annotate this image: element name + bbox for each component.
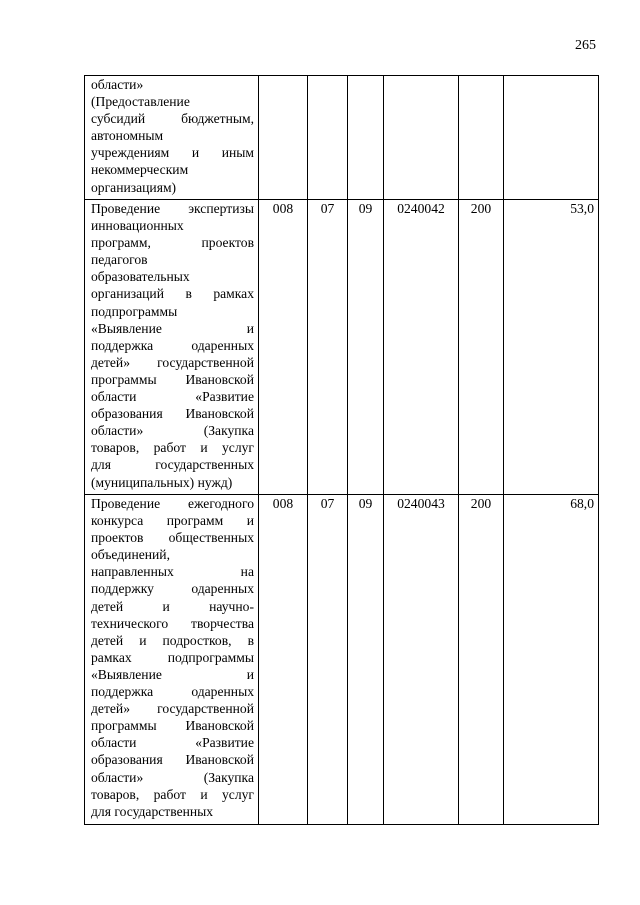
expense-name-line: поддержка одаренных xyxy=(91,684,254,700)
expense-name-line: детей и подростков, в xyxy=(91,632,254,648)
ministry-code-cell: 008 xyxy=(259,495,308,825)
expense-name-line: «Выявление и xyxy=(91,666,254,682)
expense-name-line: области «Развитие xyxy=(91,389,254,405)
expense-name-line: учреждениям и иным xyxy=(91,145,254,161)
expense-name-line: технического творчества xyxy=(91,615,254,631)
expense-name-line: программ, проектов xyxy=(91,235,254,251)
budget-table xyxy=(84,75,599,825)
expense-name-line: педагогов xyxy=(91,252,148,268)
expense-name-line: организаций в рамках xyxy=(91,286,254,302)
page-number: 265 xyxy=(575,38,596,53)
subsection-code-cell: 09 xyxy=(348,200,384,495)
expense-name-line: программы Ивановской xyxy=(91,371,254,387)
expense-name-cell xyxy=(85,76,259,200)
expense-name-line: (муниципальных) нужд) xyxy=(91,474,233,490)
amount-cell: 53,0 xyxy=(504,200,599,495)
ministry-code-cell xyxy=(259,76,308,200)
table-row xyxy=(85,200,599,495)
expense-name-line: объединений, xyxy=(91,547,170,563)
section-code-cell xyxy=(308,76,348,200)
amount-cell: 68,0 xyxy=(504,495,599,825)
amount-cell xyxy=(504,76,599,200)
expense-name-line: для государственных xyxy=(91,803,214,819)
section-code-cell: 07 xyxy=(308,495,348,825)
expense-name-line: проектов общественных xyxy=(91,530,254,546)
target-article-cell xyxy=(384,76,459,200)
expense-name-line: образования Ивановской xyxy=(91,752,254,768)
expense-name-line: детей» государственной xyxy=(91,701,254,717)
expense-name-line: (Предоставление xyxy=(91,94,190,110)
expense-name-cell xyxy=(85,495,259,825)
table-row xyxy=(85,76,599,200)
expense-name-line: товаров, работ и услуг xyxy=(91,440,254,456)
expense-name-line: рамках подпрограммы xyxy=(91,649,254,665)
expense-name-line: конкурса программ и xyxy=(91,513,254,529)
expense-name-line: некоммерческим xyxy=(91,162,189,178)
expense-type-cell: 200 xyxy=(459,200,504,495)
expense-name-line: инновационных xyxy=(91,218,184,234)
expense-name-line: организациям) xyxy=(91,179,177,195)
expense-name-line: подпрограммы xyxy=(91,303,178,319)
expense-name-line: области» xyxy=(91,77,144,92)
expense-name-line: области» (Закупка xyxy=(91,769,254,785)
subsection-code-cell: 09 xyxy=(348,495,384,825)
expense-type-cell: 200 xyxy=(459,495,504,825)
expense-name-cell xyxy=(85,200,259,495)
expense-name-line: программы Ивановской xyxy=(91,718,254,734)
expense-name-line: образовательных xyxy=(91,269,190,285)
expense-type-cell xyxy=(459,76,504,200)
target-article-cell: 0240042 xyxy=(384,200,459,495)
expense-name-line: направленных на xyxy=(91,564,254,580)
expense-name-line: Проведение ежегодного xyxy=(91,496,254,511)
expense-name-line: для государственных xyxy=(91,457,254,473)
expense-name-line: субсидий бюджетным, xyxy=(91,111,254,127)
expense-name-line: области «Развитие xyxy=(91,735,254,751)
expense-name-line: поддержка одаренных xyxy=(91,337,254,353)
expense-name-line: детей» государственной xyxy=(91,354,254,370)
expense-name-line: образования Ивановской xyxy=(91,406,254,422)
target-article-cell: 0240043 xyxy=(384,495,459,825)
expense-name-line: поддержку одаренных xyxy=(91,581,254,597)
expense-name-line: детей и научно- xyxy=(91,598,254,614)
expense-name-line: товаров, работ и услуг xyxy=(91,786,254,802)
expense-name-line: автономным xyxy=(91,128,164,144)
ministry-code-cell: 008 xyxy=(259,200,308,495)
expense-name-line: «Выявление и xyxy=(91,320,254,336)
table-row xyxy=(85,495,599,825)
expense-name-line: области» (Закупка xyxy=(91,423,254,439)
expense-name-line: Проведение экспертизы xyxy=(91,201,254,216)
section-code-cell: 07 xyxy=(308,200,348,495)
subsection-code-cell xyxy=(348,76,384,200)
